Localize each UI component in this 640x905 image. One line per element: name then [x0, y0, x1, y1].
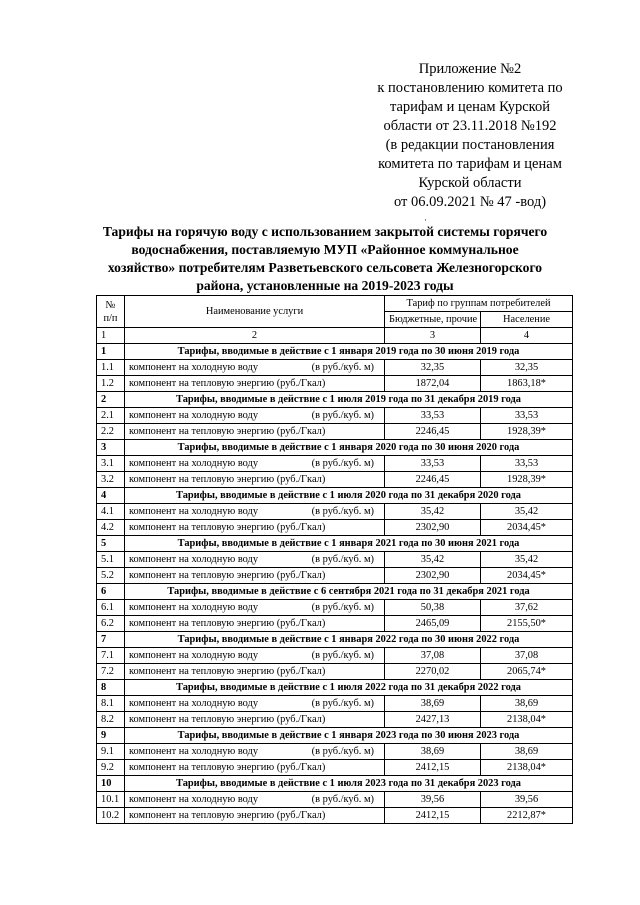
table-row	[97, 760, 573, 776]
service-wrap	[129, 761, 380, 775]
appendix-line: к постановлению комитета по	[377, 80, 563, 96]
group-row	[97, 776, 573, 792]
service-unit: (в руб./куб. м)	[311, 409, 374, 421]
group-title: Тарифы, вводимые в действие с 1 января 2020 года по 30 июня 2020 года	[125, 440, 573, 456]
group-title: Тарифы, вводимые в действие с 1 июля 2022 года по 31 декабря 2022 года	[125, 680, 573, 696]
service-cell	[125, 568, 385, 584]
row-number: 1.2	[97, 376, 125, 392]
tariff-population: 2212,87*	[481, 808, 573, 824]
tariff-population: 39,56	[481, 792, 573, 808]
appendix-line: Курской области	[418, 175, 522, 191]
row-number: 2.1	[97, 408, 125, 424]
tariff-population: 2034,45*	[481, 520, 573, 536]
row-number: 2.2	[97, 424, 125, 440]
table-row	[97, 648, 573, 664]
tariff-population: 35,42	[481, 552, 573, 568]
column-number: 2	[125, 328, 385, 344]
table-row	[97, 664, 573, 680]
header-no: № п/п	[97, 296, 125, 328]
row-number: 6.2	[97, 616, 125, 632]
tariff-budget: 35,42	[385, 504, 481, 520]
tariff-population: 2034,45*	[481, 568, 573, 584]
table-row	[97, 808, 573, 824]
group-row	[97, 440, 573, 456]
group-row	[97, 536, 573, 552]
service-name: компонент на холодную воду	[129, 601, 259, 613]
table-row	[97, 456, 573, 472]
service-unit	[374, 617, 380, 631]
row-number: 7.2	[97, 664, 125, 680]
row-number: 10.2	[97, 808, 125, 824]
service-wrap	[129, 521, 380, 535]
service-wrap	[129, 601, 380, 615]
service-cell	[125, 408, 385, 424]
service-wrap	[129, 361, 380, 375]
service-unit: (в руб./куб. м)	[311, 361, 374, 373]
service-wrap	[129, 473, 380, 487]
service-name: компонент на холодную воду	[129, 361, 259, 373]
group-number: 3	[97, 440, 125, 456]
group-title: Тарифы, вводимые в действие с 1 января 2021 года по 30 июня 2021 года	[125, 536, 573, 552]
group-row	[97, 392, 573, 408]
row-number: 4.2	[97, 520, 125, 536]
service-unit	[374, 713, 380, 727]
tariff-population: 2138,04*	[481, 712, 573, 728]
group-title: Тарифы, вводимые в действие с 1 июля 2019 года по 31 декабря 2019 года	[125, 392, 573, 408]
tariff-population: 2155,50*	[481, 616, 573, 632]
group-title: Тарифы, вводимые в действие с 1 января 2019 года по 30 июня 2019 года	[125, 344, 573, 360]
tariff-population: 2138,04*	[481, 760, 573, 776]
service-cell	[125, 376, 385, 392]
table-header-row	[97, 296, 573, 312]
table-row	[97, 792, 573, 808]
service-name: компонент на тепловую энергию (руб./Гкал)	[129, 377, 326, 389]
service-name: компонент на тепловую энергию (руб./Гкал)	[129, 761, 326, 773]
group-number: 7	[97, 632, 125, 648]
tariff-budget: 2412,15	[385, 760, 481, 776]
group-row	[97, 488, 573, 504]
tariff-population: 32,35	[481, 360, 573, 376]
column-number-row	[97, 328, 573, 344]
service-unit: (в руб./куб. м)	[311, 457, 374, 469]
service-cell	[125, 456, 385, 472]
service-name: компонент на тепловую энергию (руб./Гкал)	[129, 521, 326, 533]
service-wrap	[129, 425, 380, 439]
table-row	[97, 696, 573, 712]
service-name: компонент на холодную воду	[129, 793, 259, 805]
tariff-budget: 38,69	[385, 744, 481, 760]
tariff-budget: 33,53	[385, 408, 481, 424]
service-unit: (в руб./куб. м)	[311, 793, 374, 805]
tariff-budget: 39,56	[385, 792, 481, 808]
row-number: 6.1	[97, 600, 125, 616]
service-cell	[125, 504, 385, 520]
service-wrap	[129, 617, 380, 631]
service-wrap	[129, 697, 380, 711]
tariff-budget: 33,53	[385, 456, 481, 472]
service-name: компонент на тепловую энергию (руб./Гкал)	[129, 569, 326, 581]
title-line: хозяйство» потребителям Разветьевского сельсовета Железногорского	[107, 260, 543, 275]
service-cell	[125, 760, 385, 776]
service-wrap	[129, 649, 380, 663]
service-unit: (в руб./куб. м)	[311, 745, 374, 757]
row-number: 7.1	[97, 648, 125, 664]
group-number: 6	[97, 584, 125, 600]
column-number: 1	[97, 328, 125, 344]
group-number: 4	[97, 488, 125, 504]
tariff-population: 33,53	[481, 456, 573, 472]
tariff-budget: 38,69	[385, 696, 481, 712]
service-name: компонент на тепловую энергию (руб./Гкал)	[129, 809, 326, 821]
group-row	[97, 728, 573, 744]
service-unit: (в руб./куб. м)	[311, 697, 374, 709]
column-number: 3	[385, 328, 481, 344]
tariff-budget: 2412,15	[385, 808, 481, 824]
service-wrap	[129, 553, 380, 567]
service-unit	[374, 665, 380, 679]
tariff-budget: 35,42	[385, 552, 481, 568]
table-row	[97, 552, 573, 568]
group-number: 9	[97, 728, 125, 744]
service-name: компонент на холодную воду	[129, 745, 259, 757]
table-row	[97, 504, 573, 520]
table-row	[97, 376, 573, 392]
row-number: 10.1	[97, 792, 125, 808]
tariff-population: 38,69	[481, 744, 573, 760]
tariff-population: 1928,39*	[481, 424, 573, 440]
tariff-budget: 37,08	[385, 648, 481, 664]
tariff-budget: 2246,45	[385, 472, 481, 488]
group-title: Тарифы, вводимые в действие с 1 января 2022 года по 30 июня 2022 года	[125, 632, 573, 648]
service-name: компонент на холодную воду	[129, 505, 259, 517]
tariff-budget: 2302,90	[385, 520, 481, 536]
appendix-line: Приложение №2	[418, 61, 522, 77]
service-wrap	[129, 793, 380, 807]
service-name: компонент на холодную воду	[129, 553, 259, 565]
row-number: 5.2	[97, 568, 125, 584]
row-number: 9.1	[97, 744, 125, 760]
service-wrap	[129, 713, 380, 727]
tariff-budget: 2302,90	[385, 568, 481, 584]
row-number: 5.1	[97, 552, 125, 568]
group-number: 10	[97, 776, 125, 792]
header-service: Наименование услуги	[125, 296, 385, 328]
row-number: 8.1	[97, 696, 125, 712]
tariff-population: 38,69	[481, 696, 573, 712]
tariff-population: 2065,74*	[481, 664, 573, 680]
service-unit: (в руб./куб. м)	[311, 601, 374, 613]
tariff-population: 1863,18*	[481, 376, 573, 392]
row-number: 4.1	[97, 504, 125, 520]
table-row	[97, 408, 573, 424]
appendix-line: от 06.09.2021 № 47 -вод)	[393, 194, 547, 210]
service-unit	[374, 761, 380, 775]
service-wrap	[129, 745, 380, 759]
row-number: 3.1	[97, 456, 125, 472]
row-number: 9.2	[97, 760, 125, 776]
document-title	[60, 223, 590, 295]
service-name: компонент на тепловую энергию (руб./Гкал)	[129, 425, 326, 437]
service-unit	[374, 473, 380, 487]
service-name: компонент на тепловую энергию (руб./Гкал)	[129, 665, 326, 677]
table-row	[97, 744, 573, 760]
service-name: компонент на тепловую энергию (руб./Гкал)	[129, 617, 326, 629]
header-budget: Бюджетные, прочие	[385, 312, 481, 328]
service-name: компонент на холодную воду	[129, 649, 259, 661]
appendix-line: (в редакции постановления	[385, 137, 555, 153]
service-cell	[125, 472, 385, 488]
service-name: компонент на тепловую энергию (руб./Гкал)	[129, 473, 326, 485]
tariff-budget: 2465,09	[385, 616, 481, 632]
service-cell	[125, 648, 385, 664]
tariff-budget: 1872,04	[385, 376, 481, 392]
table-row	[97, 712, 573, 728]
tariff-budget: 32,35	[385, 360, 481, 376]
tariff-budget: 2270,02	[385, 664, 481, 680]
table-row	[97, 600, 573, 616]
appendix-block	[360, 60, 580, 212]
service-cell	[125, 520, 385, 536]
tariff-population: 35,42	[481, 504, 573, 520]
column-number: 4	[481, 328, 573, 344]
service-unit: (в руб./куб. м)	[311, 553, 374, 565]
header-tariff-group: Тариф по группам потребителей	[385, 296, 573, 312]
group-number: 1	[97, 344, 125, 360]
service-wrap	[129, 457, 380, 471]
title-line: водоснабжения, поставляемую МУП «Районное коммунальное	[131, 242, 519, 257]
service-cell	[125, 664, 385, 680]
service-name: компонент на холодную воду	[129, 697, 259, 709]
tariff-population: 1928,39*	[481, 472, 573, 488]
row-number: 1.1	[97, 360, 125, 376]
service-cell	[125, 616, 385, 632]
group-number: 8	[97, 680, 125, 696]
row-number: 3.2	[97, 472, 125, 488]
appendix-line: тарифам и ценам Курской	[389, 99, 550, 115]
tariff-budget: 50,38	[385, 600, 481, 616]
service-unit	[374, 377, 380, 391]
service-cell	[125, 600, 385, 616]
service-wrap	[129, 377, 380, 391]
service-name: компонент на холодную воду	[129, 457, 259, 469]
appendix-line: области от 23.11.2018 №192	[383, 118, 557, 134]
group-title: Тарифы, вводимые в действие с 1 января 2023 года по 30 июня 2023 года	[125, 728, 573, 744]
appendix-line: комитета по тарифам и ценам	[378, 156, 562, 172]
service-cell	[125, 712, 385, 728]
group-number: 5	[97, 536, 125, 552]
service-wrap	[129, 569, 380, 583]
group-row	[97, 344, 573, 360]
service-cell	[125, 744, 385, 760]
service-name: компонент на холодную воду	[129, 409, 259, 421]
table-row	[97, 360, 573, 376]
tariff-budget: 2246,45	[385, 424, 481, 440]
table-row	[97, 520, 573, 536]
service-unit	[374, 569, 380, 583]
group-number: 2	[97, 392, 125, 408]
service-cell	[125, 808, 385, 824]
service-unit	[374, 425, 380, 439]
service-cell	[125, 552, 385, 568]
service-wrap	[129, 665, 380, 679]
group-row	[97, 632, 573, 648]
group-row	[97, 680, 573, 696]
header-population: Население	[481, 312, 573, 328]
tariff-population: 37,62	[481, 600, 573, 616]
scan-mark: ·	[424, 215, 427, 225]
service-wrap	[129, 809, 380, 823]
table-row	[97, 616, 573, 632]
tariff-population: 33,53	[481, 408, 573, 424]
service-unit: (в руб./куб. м)	[311, 649, 374, 661]
title-line: Тарифы на горячую воду с использованием закрытой системы горячего	[102, 224, 548, 239]
service-wrap	[129, 409, 380, 423]
table-row	[97, 568, 573, 584]
group-row	[97, 584, 573, 600]
service-cell	[125, 792, 385, 808]
service-unit	[374, 521, 380, 535]
service-cell	[125, 424, 385, 440]
table-row	[97, 472, 573, 488]
service-cell	[125, 696, 385, 712]
service-cell	[125, 360, 385, 376]
service-unit: (в руб./куб. м)	[311, 505, 374, 517]
table-row	[97, 424, 573, 440]
group-title: Тарифы, вводимые в действие с 1 июля 2023 года по 31 декабря 2023 года	[125, 776, 573, 792]
group-title: Тарифы, вводимые в действие с 6 сентября 2021 года по 31 декабря 2021 года	[125, 584, 573, 600]
group-title: Тарифы, вводимые в действие с 1 июля 2020 года по 31 декабря 2020 года	[125, 488, 573, 504]
service-name: компонент на тепловую энергию (руб./Гкал)	[129, 713, 326, 725]
tariff-table	[96, 295, 573, 824]
title-line: района, установленные на 2019-2023 годы	[196, 278, 454, 293]
tariff-population: 37,08	[481, 648, 573, 664]
tariff-budget: 2427,13	[385, 712, 481, 728]
row-number: 8.2	[97, 712, 125, 728]
service-wrap	[129, 505, 380, 519]
service-unit	[374, 809, 380, 823]
